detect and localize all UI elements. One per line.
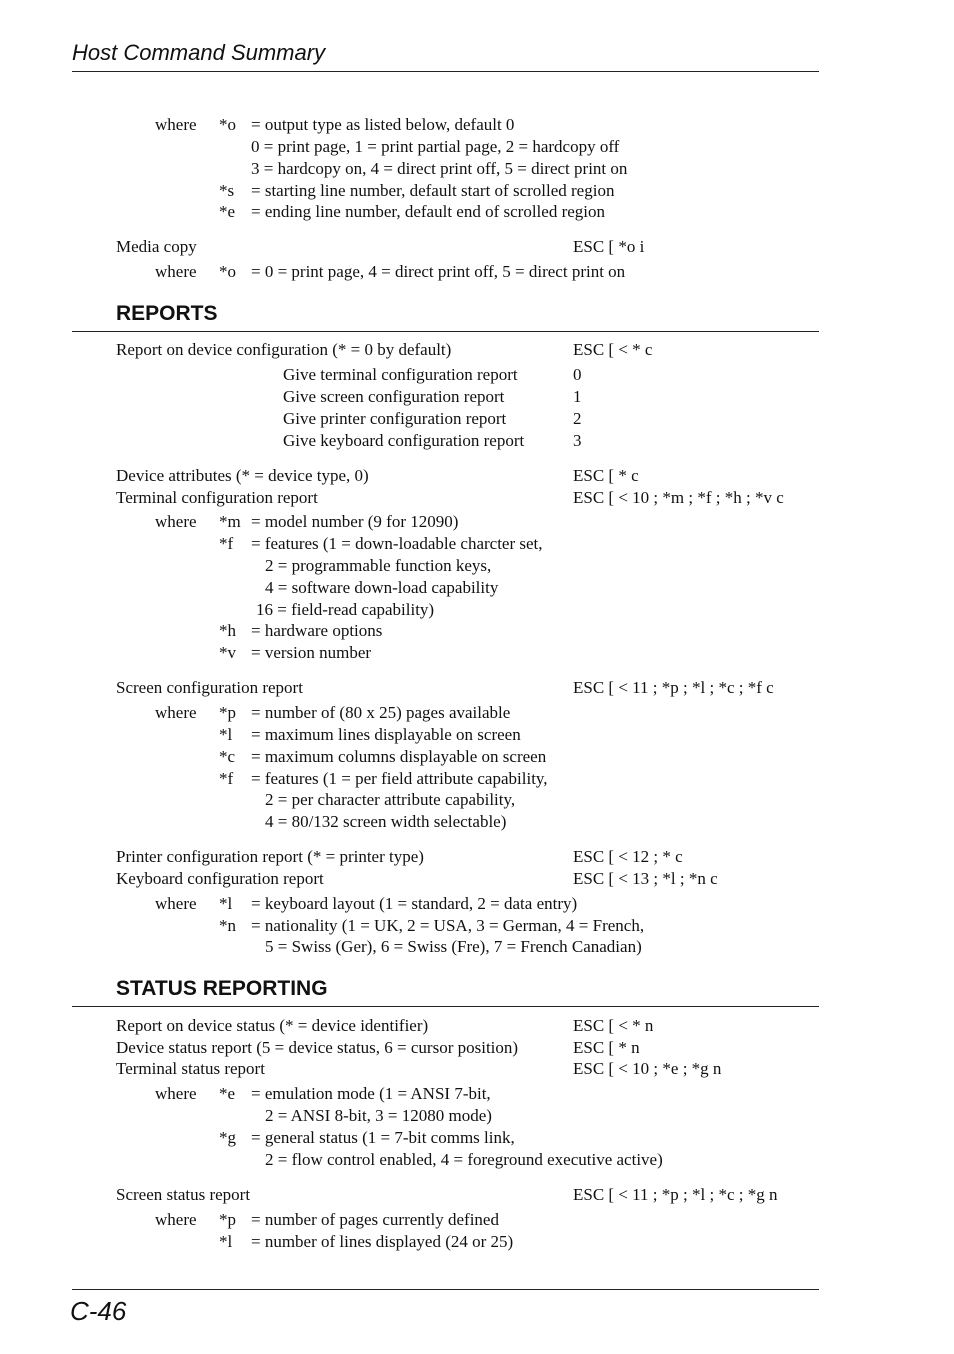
param-l-desc: = number of lines displayed (24 or 25) [251,1232,514,1251]
param-n-desc: = nationality (1 = UK, 2 = USA, 3 = German, 4 = French, [251,916,645,935]
where-label: where [155,1084,197,1103]
option-label: Give screen configuration report [283,387,505,406]
option-label: Give printer configuration report [283,409,507,428]
command-code: ESC [ < 12 ; * c [573,847,683,866]
param-l: *l [219,894,233,913]
param-v: *v [219,643,236,662]
param-e: *e [219,1084,236,1103]
param-o-desc-line: 3 = hardcopy on, 4 = direct print off, 5 = direct print on [251,159,628,178]
param-p: *p [219,1210,236,1229]
param-l-desc: = keyboard layout (1 = standard, 2 = data entry) [251,894,578,913]
param-f-desc-line: 4 = 80/132 screen width selectable) [265,812,507,831]
param-f-desc-line: 16 = field-read capability) [256,600,435,619]
param-g: *g [219,1128,236,1147]
command-code: ESC [ * c [573,466,639,485]
where-label: where [155,262,197,281]
param-h-desc: = hardware options [251,621,383,640]
command-code: ESC [ < 11 ; *p ; *l ; *c ; *f c [573,678,774,697]
param-o-desc: = 0 = print page, 4 = direct print off, 5 = direct print on [251,262,626,281]
param-p-desc: = number of pages currently defined [251,1210,499,1229]
where-label: where [155,115,197,134]
command-label: Report on device status (* = device identifier) [116,1016,429,1035]
param-l: *l [219,1232,233,1251]
param-f-desc-line: 2 = per character attribute capability, [265,790,516,809]
section-heading-status-reporting: STATUS REPORTING [116,977,328,1000]
param-v-desc: = version number [251,643,372,662]
command-label: Terminal configuration report [116,488,318,507]
param-g-desc-line: 2 = flow control enabled, 4 = foreground executive active) [265,1150,663,1169]
param-e-desc: = emulation mode (1 = ANSI 7-bit, [251,1084,491,1103]
param-o: *o [219,262,236,281]
command-code: ESC [ < * c [573,340,653,359]
param-n-desc-line: 5 = Swiss (Ger), 6 = Swiss (Fre), 7 = French Canadian) [265,937,642,956]
param-m-desc: = model number (9 for 12090) [251,512,459,531]
option-label: Give keyboard configuration report [283,431,525,450]
command-code: ESC [ < 13 ; *l ; *n c [573,869,718,888]
param-p-desc: = number of (80 x 25) pages available [251,703,511,722]
command-code: ESC [ < 10 ; *m ; *f ; *h ; *v c [573,488,784,507]
param-p: *p [219,703,236,722]
section-heading-reports: REPORTS [116,302,218,325]
section-rule [72,1006,819,1007]
command-label: Terminal status report [116,1059,265,1078]
param-o-desc: = output type as listed below, default 0 [251,115,515,134]
param-e-desc: = ending line number, default end of scrolled region [251,202,605,221]
command-label: Media copy [116,237,197,256]
option-value: 3 [573,431,582,450]
param-c: *c [219,747,236,766]
param-n: *n [219,916,236,935]
option-value: 0 [573,365,582,384]
command-code: ESC [ *o i [573,237,645,256]
command-code: ESC [ < 10 ; *e ; *g n [573,1059,722,1078]
command-label: Report on device configuration (* = 0 by default) [116,340,452,359]
param-f: *f [219,769,234,788]
option-value: 2 [573,409,582,428]
param-l-desc: = maximum lines displayable on screen [251,725,521,744]
param-m: *m [219,512,241,531]
header-rule [72,71,819,72]
param-e: *e [219,202,236,221]
command-label: Screen status report [116,1185,251,1204]
param-o: *o [219,115,236,134]
param-c-desc: = maximum columns displayable on screen [251,747,547,766]
where-label: where [155,1210,197,1229]
param-f-desc: = features (1 = per field attribute capability, [251,769,548,788]
param-s: *s [219,181,235,200]
where-label: where [155,512,197,531]
param-f-desc-line: 2 = programmable function keys, [265,556,492,575]
where-label: where [155,703,197,722]
command-label: Printer configuration report (* = printer type) [116,847,424,866]
command-label: Keyboard configuration report [116,869,324,888]
param-s-desc: = starting line number, default start of scrolled region [251,181,615,200]
command-code: ESC [ < * n [573,1016,654,1035]
command-label: Device status report (5 = device status, 6 = cursor position) [116,1038,519,1057]
param-e-desc-line: 2 = ANSI 8-bit, 3 = 12080 mode) [265,1106,492,1125]
command-label: Device attributes (* = device type, 0) [116,466,369,485]
param-f: *f [219,534,234,553]
param-f-desc-line: 4 = software down-load capability [265,578,499,597]
footer-rule [72,1289,819,1290]
param-f-desc: = features (1 = down-loadable charcter set, [251,534,543,553]
page-number: C-46 [70,1296,127,1326]
param-o-desc-line: 0 = print page, 1 = print partial page, 2 = hardcopy off [251,137,620,156]
param-h: *h [219,621,236,640]
option-value: 1 [573,387,582,406]
section-rule [72,331,819,332]
command-label: Screen configuration report [116,678,303,697]
param-g-desc: = general status (1 = 7-bit comms link, [251,1128,515,1147]
page-header-title: Host Command Summary [72,40,326,65]
command-code: ESC [ < 11 ; *p ; *l ; *c ; *g n [573,1185,778,1204]
option-label: Give terminal configuration report [283,365,518,384]
command-code: ESC [ * n [573,1038,640,1057]
param-l: *l [219,725,233,744]
where-label: where [155,894,197,913]
